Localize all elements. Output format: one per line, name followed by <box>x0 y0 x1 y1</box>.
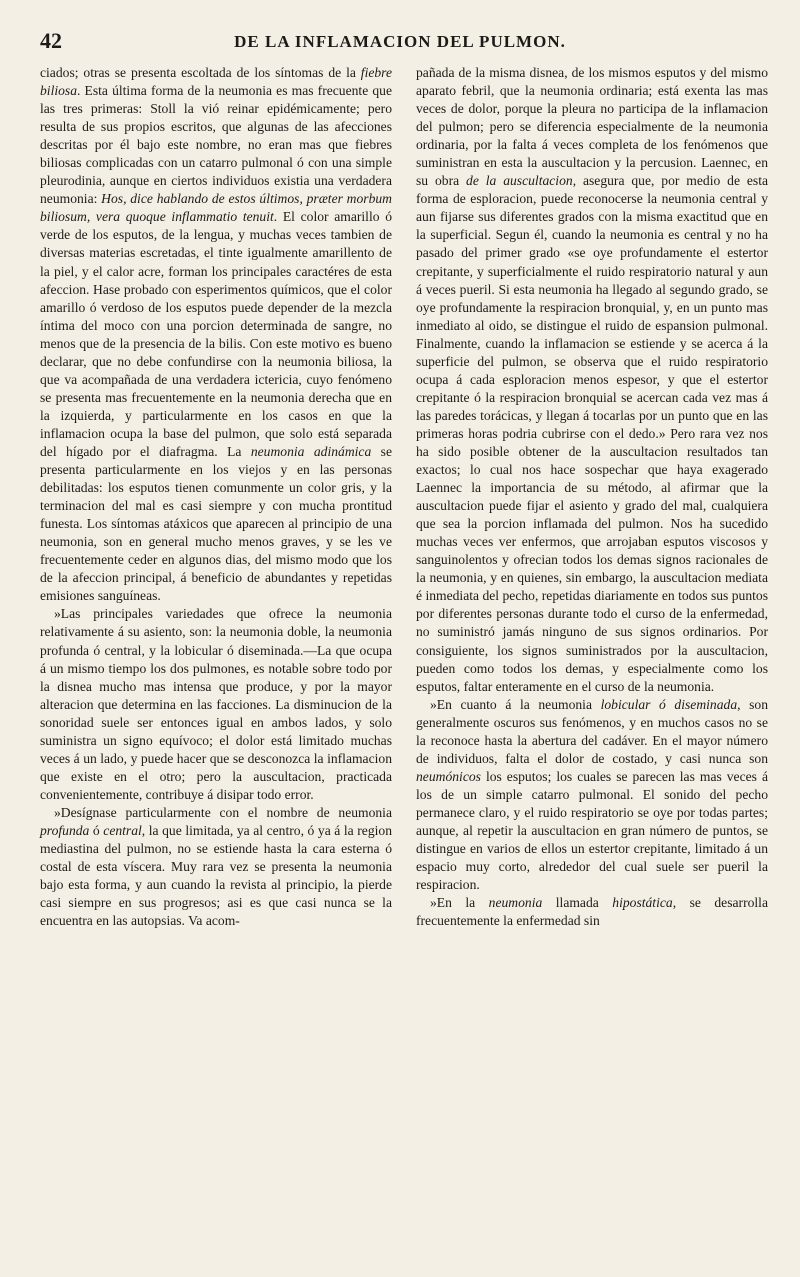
paragraph <box>40 804 392 930</box>
text-run: . El color amarillo ó verde de los esputos, de la lengua, y muchas veces tambien de diversas materias escretadas, el tinte igualmente amarillento de la piel, y el calor acre, forman los principales caractéres de esta afeccion. Hase probado con esperimentos químicos, que el color amarillo ó verdoso de los esputos puede depender de la mezcla íntima del moco con una porcion determinada de sangre, no menos que de la presencia de la bilis. Con este motivo es bueno declarar, que no debe confundirse con la neumonia biliosa, la que va acompañada de una verdadera ictericia, cuyo fenómeno se presenta mas frecuentemente en la neumonia derecha que en la izquierda, y particularmente en los casos en que la inflamacion ocupa la base del pulmon, que solo está separada del hígado por el diafragma. La <box>40 209 392 459</box>
text-run: los esputos; los cuales se parecen las mas veces á los de un simple catarro pulmonal. El sonido del pecho permanece claro, y el ruido respiratorio se oye por todas partes; aunque, al repetir la auscultacion en gran número de puntos, se distingue en varios de ellos un estertor crepitante, limitado á un espacio muy corto, alrededor del cual suele ser pueril la respiracion. <box>416 768 768 893</box>
text-run: ó <box>89 822 104 838</box>
text-run: ciados; otras se presenta escoltada de los síntomas de la <box>40 65 361 80</box>
paragraph <box>416 894 768 930</box>
left-column <box>40 64 392 1249</box>
continued-paragraph <box>416 64 768 696</box>
text-run: , asegura que, por medio de esta forma de esploracion, puede reconocerse la neumonia central y aun fijarse sus diferentes grados con la misma exactitud que en la superficial. Segun él, cuando la neumonia es central y no ha pasado del primer grado «se oye profundamente el estertor crepitante, y superficialmente el ruido respiratorio natural y aun á veces pueril. Si esta neumonia ha llegado al segundo grado, se oye profundamente la respiracion bronquial, y, en un punto mas inmediato al oido, se distingue el ruido de espansion pulmonal. Finalmente, cuando la inflamacion se estiende y se acerca á la superficie del pulmon, se observa que el ruido respiratorio ocupa á cada esploracion menos espesor, y que el estertor crepitante ó la respiracion bronquial se acercan cada vez mas á las paredes torácicas, y llegan á tocarlas por un punto que en las primeras horas podria cubrirse con el dedo.» Pero rara vez nos ha sido posible obtener de la auscultacion resultados tan exactos; lo cual nos hace sospechar que haya exagerado Laennec la importancia de su método, al afirmar que la auscultacion puede fijar el asiento y grado del mal, cualquiera que sea la porcion inflamada del pulmon. Nos ha sucedido muchas veces ver enfermos, que arrojaban esputos viscosos y sanguinolentos y ofrecian todos los demas signos racionales de la neumonia, y en quienes, sin embargo, la auscultacion mediata é inmediata del pecho, repetidas diariamente en todos sus puntos por diferentes personas durante todo el curso de la enfermedad, no suministró jamás ninguno de sus signos ordinarios. Por consiguiente, los signos suministrados por la auscultacion, pueden como todos los demas, y especialmente como los esputos, faltar enteramente en el curso de la neumonia. <box>416 173 769 694</box>
text-run: »En la <box>430 895 489 911</box>
text-run: llamada <box>542 895 613 911</box>
paragraph <box>40 605 392 804</box>
text-run: »En cuanto á la neumonia <box>430 696 601 712</box>
italic-text: de la auscultacion <box>466 173 573 189</box>
text-run: »Las principales variedades que ofrece la neumonia relativamente á su asiento, son: la neumonia doble, la neumonia profunda ó central, y la lobicular ó diseminada.—La que ocupa á un mismo tiempo los dos pulmones, es notable sobre todo por la disnea mucho mas intensa que produce, y por la mayor alteracion que determina en las facciones. La disminucion de la sonoridad suele ser entonces igual en ambos lados, y solo suministra un signo equívoco; el dolor está limitado muchas veces á un lado, y puede hacer que se desconozca la inflamacion que existe en el otro; pero la auscultacion, practicada convenientemente, contribuye á disipar todo error. <box>40 606 392 802</box>
text-run: se presenta particularmente en los viejos y en las personas debilitadas: los esputos tienen comunmente un color gris, y la terminacion del mal es casi siempre y con mucha prontitud funesta. Los síntomas atáxicos que aparecen al principio de una neumonia, son en general mucho menos graves, y se les ve frecuentemente ceder en algunos dias, del mismo modo que los de la afeccion principal, á beneficio de abundantes y repetidas emisiones sanguíneas. <box>40 443 392 604</box>
paragraph <box>416 696 768 895</box>
text-run: , se desarrolla frecuentemente la enfermedad sin <box>416 895 768 929</box>
text-run: »Desígnase particularmente con el nombre de neumonia <box>54 804 392 820</box>
running-title: DE LA INFLAMACION DEL PULMON. <box>234 32 566 51</box>
continued-paragraph <box>40 64 392 605</box>
italic-text: neumonia <box>488 895 543 911</box>
right-column <box>416 64 768 1249</box>
page-number: 42 <box>40 28 62 53</box>
italic-text: Hos, dice hablando de estos últimos, præter morbum biliosum, vera quoque inflammatio tenuit <box>40 191 392 225</box>
italic-text: fiebre biliosa <box>40 65 392 99</box>
italic-text: profunda <box>40 822 90 838</box>
italic-text: lobicular ó diseminada <box>600 696 738 712</box>
text-run: , la que limitada, ya al centro, ó ya á la region mediastina del pulmon, no se estiende hasta la cara esterna ó costal de esta víscera. Muy rara vez se presenta la neumonia bajo esta forma, y aun cuando la revista al principio, la pierde casi siempre en sus progresos; asi es que casi nunca se la encuentra en las autopsias. Va acom- <box>40 822 392 929</box>
italic-text: central <box>103 822 142 838</box>
italic-text: hipostática <box>612 895 673 911</box>
text-run: , son generalmente oscuros sus fenómenos, y en muchos casos no se la reconoce hasta la abertura del cadáver. En el mayor número de individuos, falta el dolor de costado, y casi nunca son <box>416 696 769 766</box>
text-run: . Esta última forma de la neumonia es mas frecuente que las tres primeras: Stoll la vió reinar epidémicamente; pero resulta de sus propios escritos, que algunas de las afecciones descritas por él bajo este nombre, no eran mas que fiebres biliosas complicadas con un catarro pulmonal ó con una simple pleurodinia, aunque en ciertos individuos existia una verdadera neumonia: <box>40 83 392 207</box>
italic-text: neumónicos <box>416 768 481 784</box>
text-run: pañada de la misma disnea, de los mismos esputos y del mismo aparato febril, que la neumonia ordinaria; está exenta las mas veces de dolor, porque la pleura no participa de la inflamacion del pulmon; pero se diferencia especialmente de la neumonia ordinaria, por la falta á veces completa de los fenómenos que suministran en esta la auscultacion y la percusion. Laennec, en su obra <box>416 65 768 189</box>
running-head <box>40 28 760 58</box>
italic-text: neumonia adinámica <box>250 443 372 459</box>
text-columns <box>40 64 768 1249</box>
